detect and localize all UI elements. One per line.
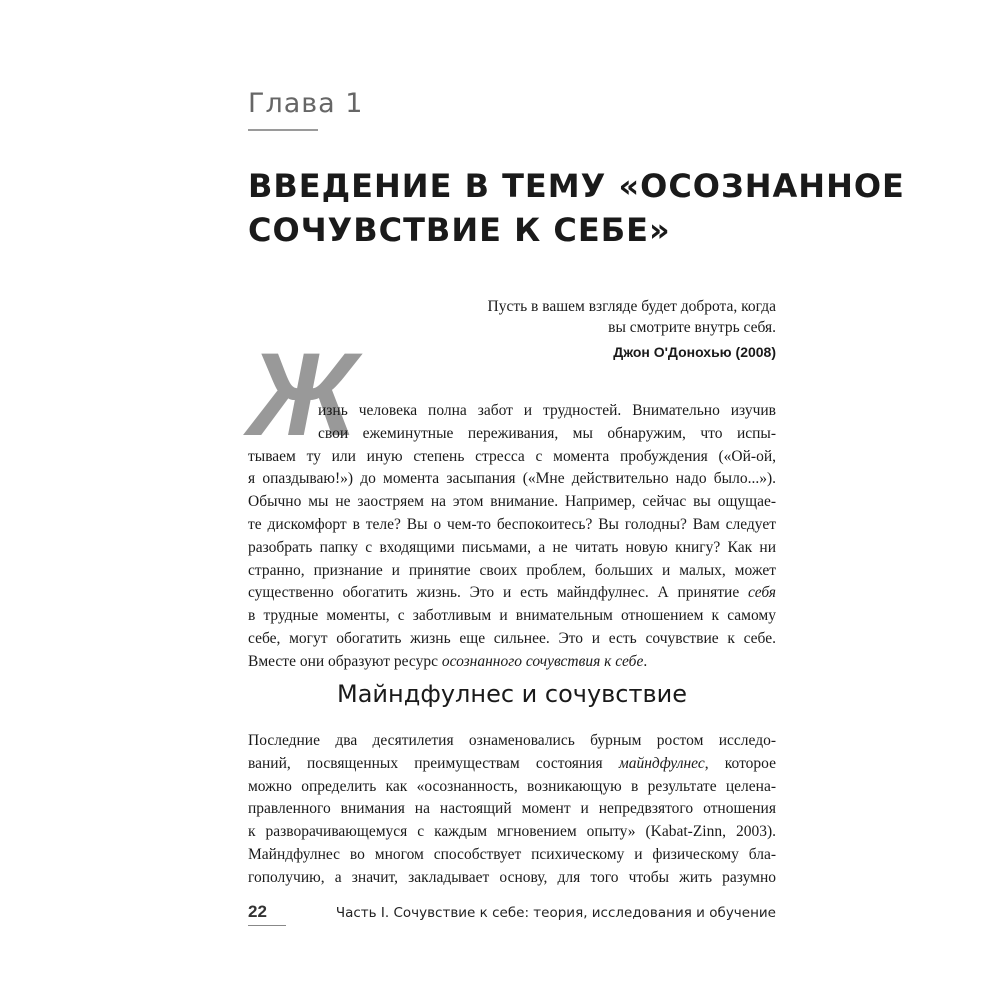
emphasis: майндфулнес bbox=[618, 754, 705, 772]
text-line: те дискомфорт в теле? Вы о чем-то беспокоитесь? Вы голодны? Вам следует bbox=[248, 515, 776, 533]
chapter-label: Глава 1 bbox=[248, 88, 364, 119]
text-line: можно определить как «осознанность, возникающую в результате целена- bbox=[248, 777, 776, 795]
section-heading: Майндфулнес и сочувствие bbox=[337, 680, 687, 708]
epigraph-line: вы смотрите внутрь себя. bbox=[608, 319, 776, 336]
text-line bbox=[248, 753, 776, 776]
epigraph bbox=[400, 296, 776, 363]
epigraph-author: Джон О'Донохью (2008) bbox=[613, 344, 776, 360]
text-line: разобрать папку с входящими письмами, а не читать новую книгу? Как ни bbox=[248, 538, 776, 556]
text-line: изнь человека полна забот и трудностей. Внимательно изучив bbox=[318, 402, 776, 419]
text-line: к разворачивающемуся с каждым мгновением опыту» (Kabat-Zinn, 2003). bbox=[248, 823, 776, 841]
text-line: Майндфулнес во многом способствует психическому и физическому бла- bbox=[248, 845, 776, 863]
text-line bbox=[248, 651, 776, 674]
epigraph-line: Пусть в вашем взгляде будет доброта, когда bbox=[487, 298, 776, 315]
chapter-title bbox=[248, 164, 905, 252]
text-line: Последние два десятилетия ознаменовались бурным ростом исследо- bbox=[248, 732, 776, 749]
text-segment: ваний, посвященных преимуществам состояния bbox=[248, 754, 619, 772]
section-paragraph bbox=[248, 730, 776, 890]
emphasis: себя bbox=[748, 584, 776, 602]
intro-paragraph bbox=[248, 400, 776, 674]
text-line: в трудные моменты, с заботливым и внимательным отношением к самому bbox=[248, 607, 776, 625]
running-footer: Часть I. Сочувствие к себе: теория, исследования и обучение bbox=[335, 905, 776, 921]
text-segment: существенно обогатить жизнь. Это и есть майндфулнес. А принятие bbox=[248, 584, 749, 602]
text-segment: , которое bbox=[704, 754, 776, 772]
text-line: свои ежеминутные переживания, мы обнаружим, что испы- bbox=[318, 424, 776, 442]
text-line bbox=[248, 582, 776, 605]
text-line: тываем ту или иную степень стресса с момента пробуждения («Ой-ой, bbox=[248, 447, 776, 465]
chapter-title-line: СОЧУВСТВИЕ К СЕБЕ» bbox=[248, 211, 671, 249]
chapter-title-line: ВВЕДЕНИЕ В ТЕМУ «ОСОЗНАННОЕ bbox=[248, 167, 905, 205]
text-segment: . bbox=[643, 652, 648, 670]
text-line: гополучию, а значит, закладывает основу, для того чтобы жить разумно bbox=[248, 868, 776, 886]
text-line: правленного внимания на настоящий момент и непредвзятого отношения bbox=[248, 800, 776, 818]
footer-rule bbox=[248, 925, 286, 926]
chapter-rule bbox=[248, 129, 318, 131]
text-line: себе, могут обогатить жизнь еще сильнее. Это и есть сочувствие к себе. bbox=[248, 629, 776, 647]
drop-cap: Ж bbox=[248, 329, 358, 461]
text-line: Обычно мы не заостряем на этом внимание. Например, сейчас вы ощущае- bbox=[248, 493, 776, 511]
emphasis: осознанного сочувствия к себе bbox=[441, 652, 644, 670]
text-line: странно, признание и принятие своих проблем, больших и малых, может bbox=[248, 561, 776, 579]
text-line: я опаздываю!») до момента засыпания («Мне действительно надо было...»). bbox=[248, 470, 776, 488]
text-segment: Вместе они образуют ресурс bbox=[248, 652, 442, 670]
page-number: 22 bbox=[248, 902, 267, 921]
